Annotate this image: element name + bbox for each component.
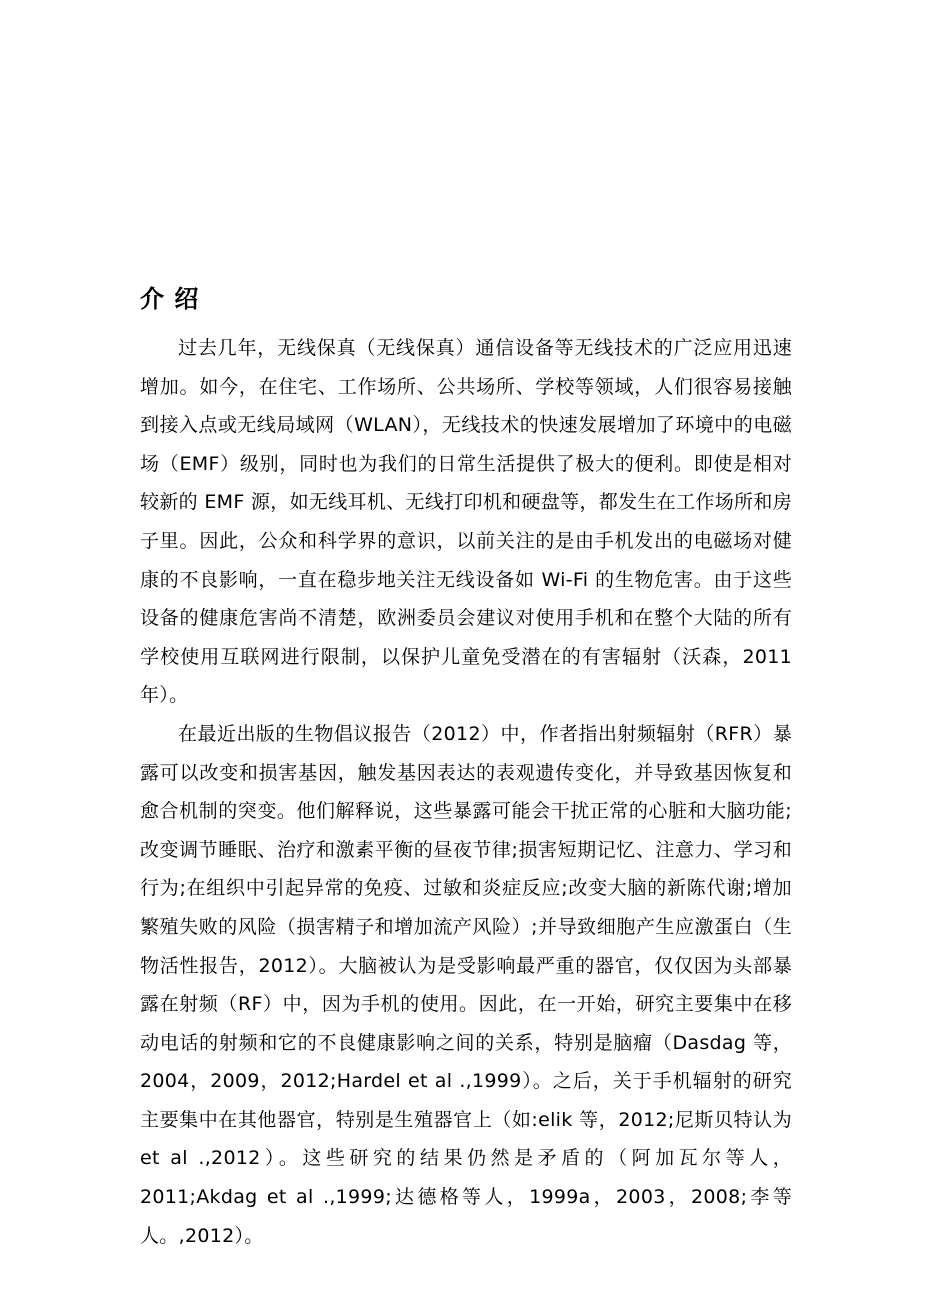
paragraph-intro-1: 过去几年，无线保真（无线保真）通信设备等无线技术的广泛应用迅速增加。如今，在住宅、工作场所、公共场所、学校等领域，人们很容易接触到接入点或无线局域网（WLAN），无线技术的快速发展增加了环境中的电磁场（EMF）级别，同时也为我们的日常生活提供了极大的便利。即使是相对较新的 EMF 源，如无线耳机、无线打印机和硬盘等，都发生在工作场所和房子里。因此，公众和科学界的意识，以前关注的是由手机发出的电磁场对健康的不良影响，一直在稳步地关注无线设备如 Wi-Fi 的生物危害。由于这些设备的健康危害尚不清楚，欧洲委员会建议对使用手机和在整个大陆的所有学校使用互联网进行限制，以保护儿童免受潜在的有害辐射（沃森，2011 年）。 bbox=[140, 337, 792, 707]
page-content bbox=[140, 283, 792, 1255]
paragraph-intro-2: 在最近出版的生物倡议报告（2012）中，作者指出射频辐射（RFR）暴露可以改变和损害基因，触发基因表达的表观遗传变化，并导致基因恢复和愈合机制的突变。他们解释说，这些暴露可能会干扰正常的心脏和大脑功能;改变调节睡眠、治疗和激素平衡的昼夜节律;损害短期记忆、注意力、学习和行为;在组织中引起异常的免疫、过敏和炎症反应;改变大脑的新陈代谢;增加繁殖失败的风险（损害精子和增加流产风险）;并导致细胞产生应激蛋白（生物活性报告，2012）。大脑被认为是受影响最严重的器官，仅仅因为头部暴露在射频（RF）中，因为手机的使用。因此，在一开始，研究主要集中在移动电话的射频和它的不良健康影响之间的关系，特别是脑瘤（Dasdag 等，2004，2009，2012;Hardel et al .,1999）。之后，关于手机辐射的研究主要集中在其他器官，特别是生殖器官上（如:elik 等，2012;尼斯贝特认为 et al .,2012）。这些研究的结果仍然是矛盾的（阿加瓦尔等人，2011;Akdag et al .,1999;达德格等人，1999a，2003，2008;李等人。,2012）。 bbox=[140, 722, 792, 1247]
section-heading: 介 绍 bbox=[140, 285, 200, 313]
